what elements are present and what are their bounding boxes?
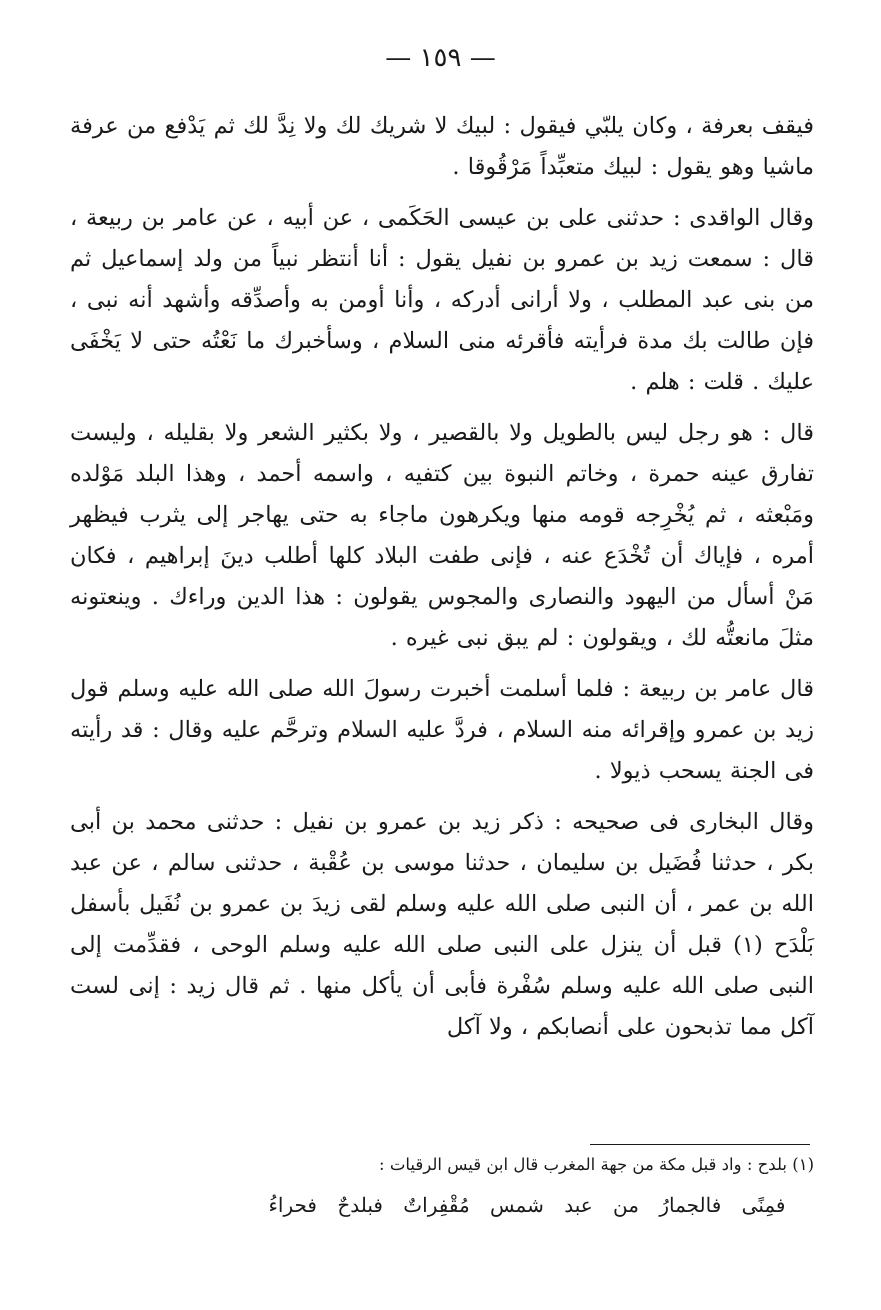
footnote-divider [590,1144,810,1145]
main-text [70,106,814,1048]
page-number: — ١٥٩ — [385,43,496,73]
paragraph-5: وقال البخارى فى صحيحه : ذكر زيد بن عمرو بن نفيل : حدثنى محمد بن أبى بكر ، حدثنا فُضَيل بن سليمان ، حدثنا موسى بن عُقْبة ، حدثنى سالم ، عن عبد الله بن عمر ، أن النبى صلى الله عليه وسلم لقى زيدَ بن عمرو بن نُفَيل بأسفل بَلْدَح (١) قبل أن ينزل على النبى صلى الله عليه وسلم الوحى ، فقدِّمت إلى النبى صلى الله عليه وسلم سُفْرة فأبى أن يأكل منها . ثم قال زيد : إنى لست آكل مما تذبحون على أنصابكم ، ولا آكل [70,809,814,1040]
paragraph-4: قال عامر بن ربيعة : فلما أسلمت أخبرت رسولَ الله صلى الله عليه وسلم قول زيد بن عمرو وإقرائه منه السلام ، فردَّ عليه السلام وترحَّم عليه وقال : قد رأيته فى الجنة يسحب ذيولا . [70,676,814,784]
footnote [70,1150,814,1224]
footnote-text: (١) بلدح : واد قبل مكة من جهة المغرب قال ابن قيس الرقيات : [379,1155,814,1174]
paragraph-3: قال : هو رجل ليس بالطويل ولا بالقصير ، ولا بكثير الشعر ولا بقليله ، وليست تفارق عينه حمرة ، وخاتم النبوة بين كتفيه ، واسمه أحمد ، وهذا البلد مَوْلده ومَبْعثه ، ثم يُخْرِجه قومه منها ويكرهون ماجاء به حتى يهاجر إلى يثرب فيظهر أمره ، فإياك أن تُخْدَع عنه ، فإنى طفت البلاد كلها أطلب دينَ إبراهيم ، فكان مَنْ أسأل من اليهود والنصارى والمجوس يقولون : هذا الدين وراءك . وينعتونه مثلَ مانعتُّه لك ، ويقولون : لم يبق نبى غيره . [70,420,814,651]
paragraph-1: فيقف بعرفة ، وكان يلبّي فيقول : لبيك لا شريك لك ولا نِدَّ لك ثم يَدْفع من عرفة ماشيا وهو يقول : لبيك متعبِّداً مَرْقُوقا . [70,113,814,180]
paragraph-2: وقال الواقدى : حدثنى على بن عيسى الحَكَمى ، عن أبيه ، عن عامر بن ربيعة ، قال : سمعت زيد بن عمرو بن نفيل يقول : أنا أنتظر نبياً من ولد إسماعيل ثم من بنى عبد المطلب ، ولا أرانى أدركه ، وأنا أومن به وأصدِّقه وأشهد أنه نبى ، فإن طالت بك مدة فرأيته فأقرئه منى السلام ، وسأخبرك ما نَعْتُه حتى لا يَخْفَى عليك . قلت : هلم . [70,205,814,395]
footnote-verse: فمِنًى فالجمارُ من عبد شمس مُقْفِراتٌ فبلدحٌ فحراءُ [268,1193,786,1217]
